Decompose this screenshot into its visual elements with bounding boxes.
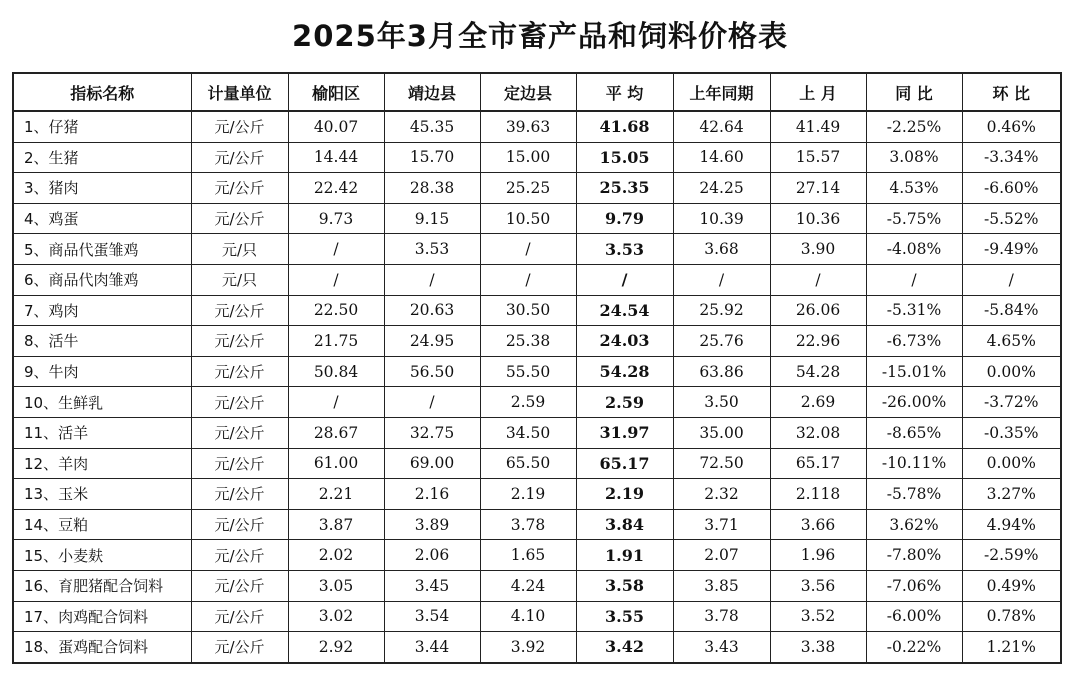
yoy-change-cell: -6.73% bbox=[866, 326, 962, 357]
last-month-price-cell: 10.36 bbox=[770, 203, 866, 234]
average-price-cell: 54.28 bbox=[576, 356, 673, 387]
item-name-cell: 1、仔猪 bbox=[13, 111, 191, 142]
average-price-cell: 3.55 bbox=[576, 601, 673, 632]
average-price-cell: 3.42 bbox=[576, 632, 673, 663]
unit-cell: 元/公斤 bbox=[191, 601, 288, 632]
table-body bbox=[13, 111, 1061, 663]
mom-change-cell: 0.46% bbox=[962, 111, 1061, 142]
unit-cell: 元/公斤 bbox=[191, 295, 288, 326]
item-name-cell: 9、牛肉 bbox=[13, 356, 191, 387]
item-name-cell: 17、肉鸡配合饲料 bbox=[13, 601, 191, 632]
unit-cell: 元/公斤 bbox=[191, 417, 288, 448]
table-row bbox=[13, 570, 1061, 601]
yuyang-price-cell: 21.75 bbox=[288, 326, 384, 357]
unit-cell: 元/公斤 bbox=[191, 448, 288, 479]
yuyang-price-cell: / bbox=[288, 234, 384, 265]
yuyang-price-cell: 2.21 bbox=[288, 479, 384, 510]
table-row bbox=[13, 203, 1061, 234]
yuyang-price-cell: 2.02 bbox=[288, 540, 384, 571]
header-cell: 环 比 bbox=[962, 73, 1061, 111]
mom-change-cell: -3.72% bbox=[962, 387, 1061, 418]
last-month-price-cell: 2.118 bbox=[770, 479, 866, 510]
item-name-cell: 8、活牛 bbox=[13, 326, 191, 357]
mom-change-cell: 0.78% bbox=[962, 601, 1061, 632]
last-year-price-cell: 3.50 bbox=[673, 387, 770, 418]
yuyang-price-cell: 50.84 bbox=[288, 356, 384, 387]
last-month-price-cell: 2.69 bbox=[770, 387, 866, 418]
average-price-cell: 2.19 bbox=[576, 479, 673, 510]
yoy-change-cell: -10.11% bbox=[866, 448, 962, 479]
dingbian-price-cell: 3.78 bbox=[480, 509, 576, 540]
last-year-price-cell: 3.71 bbox=[673, 509, 770, 540]
table-row bbox=[13, 356, 1061, 387]
yoy-change-cell: -2.25% bbox=[866, 111, 962, 142]
mom-change-cell: -0.35% bbox=[962, 417, 1061, 448]
average-price-cell: 15.05 bbox=[576, 142, 673, 173]
average-price-cell: / bbox=[576, 264, 673, 295]
item-name-cell: 3、猪肉 bbox=[13, 173, 191, 204]
dingbian-price-cell: 3.92 bbox=[480, 632, 576, 663]
average-price-cell: 3.58 bbox=[576, 570, 673, 601]
jingbian-price-cell: 3.54 bbox=[384, 601, 480, 632]
item-name-cell: 14、豆粕 bbox=[13, 509, 191, 540]
unit-cell: 元/公斤 bbox=[191, 540, 288, 571]
table-row bbox=[13, 142, 1061, 173]
yuyang-price-cell: 2.92 bbox=[288, 632, 384, 663]
jingbian-price-cell: 32.75 bbox=[384, 417, 480, 448]
last-year-price-cell: 2.07 bbox=[673, 540, 770, 571]
yoy-change-cell: 4.53% bbox=[866, 173, 962, 204]
mom-change-cell: 0.00% bbox=[962, 356, 1061, 387]
last-year-price-cell: 63.86 bbox=[673, 356, 770, 387]
yuyang-price-cell: / bbox=[288, 387, 384, 418]
last-year-price-cell: 25.76 bbox=[673, 326, 770, 357]
yoy-change-cell: -5.78% bbox=[866, 479, 962, 510]
mom-change-cell: / bbox=[962, 264, 1061, 295]
average-price-cell: 24.54 bbox=[576, 295, 673, 326]
average-price-cell: 24.03 bbox=[576, 326, 673, 357]
table-row bbox=[13, 387, 1061, 418]
yuyang-price-cell: / bbox=[288, 264, 384, 295]
dingbian-price-cell: 65.50 bbox=[480, 448, 576, 479]
jingbian-price-cell: 2.06 bbox=[384, 540, 480, 571]
unit-cell: 元/公斤 bbox=[191, 479, 288, 510]
item-name-cell: 11、活羊 bbox=[13, 417, 191, 448]
unit-cell: 元/只 bbox=[191, 264, 288, 295]
yuyang-price-cell: 14.44 bbox=[288, 142, 384, 173]
item-name-cell: 12、羊肉 bbox=[13, 448, 191, 479]
jingbian-price-cell: 20.63 bbox=[384, 295, 480, 326]
unit-cell: 元/公斤 bbox=[191, 326, 288, 357]
header-cell: 平 均 bbox=[576, 73, 673, 111]
table-row bbox=[13, 326, 1061, 357]
item-name-cell: 16、育肥猪配合饲料 bbox=[13, 570, 191, 601]
average-price-cell: 65.17 bbox=[576, 448, 673, 479]
last-year-price-cell: 3.68 bbox=[673, 234, 770, 265]
yoy-change-cell: -7.06% bbox=[866, 570, 962, 601]
last-month-price-cell: 15.57 bbox=[770, 142, 866, 173]
jingbian-price-cell: 9.15 bbox=[384, 203, 480, 234]
dingbian-price-cell: 15.00 bbox=[480, 142, 576, 173]
page-title: 2025年3月全市畜产品和饲料价格表 bbox=[292, 19, 788, 53]
last-year-price-cell: 14.60 bbox=[673, 142, 770, 173]
table-row bbox=[13, 632, 1061, 663]
yuyang-price-cell: 61.00 bbox=[288, 448, 384, 479]
last-year-price-cell: 72.50 bbox=[673, 448, 770, 479]
unit-cell: 元/公斤 bbox=[191, 509, 288, 540]
last-month-price-cell: 65.17 bbox=[770, 448, 866, 479]
unit-cell: 元/公斤 bbox=[191, 173, 288, 204]
dingbian-price-cell: 25.25 bbox=[480, 173, 576, 204]
table-row bbox=[13, 234, 1061, 265]
header-cell: 上 月 bbox=[770, 73, 866, 111]
yoy-change-cell: -6.00% bbox=[866, 601, 962, 632]
mom-change-cell: -6.60% bbox=[962, 173, 1061, 204]
dingbian-price-cell: / bbox=[480, 264, 576, 295]
average-price-cell: 9.79 bbox=[576, 203, 673, 234]
average-price-cell: 2.59 bbox=[576, 387, 673, 418]
last-month-price-cell: 3.38 bbox=[770, 632, 866, 663]
mom-change-cell: 0.00% bbox=[962, 448, 1061, 479]
unit-cell: 元/只 bbox=[191, 234, 288, 265]
last-month-price-cell: 3.66 bbox=[770, 509, 866, 540]
mom-change-cell: 4.65% bbox=[962, 326, 1061, 357]
item-name-cell: 4、鸡蛋 bbox=[13, 203, 191, 234]
table-row bbox=[13, 264, 1061, 295]
last-year-price-cell: 24.25 bbox=[673, 173, 770, 204]
unit-cell: 元/公斤 bbox=[191, 570, 288, 601]
last-year-price-cell: 3.43 bbox=[673, 632, 770, 663]
header-cell: 定边县 bbox=[480, 73, 576, 111]
jingbian-price-cell: 24.95 bbox=[384, 326, 480, 357]
mom-change-cell: 3.27% bbox=[962, 479, 1061, 510]
jingbian-price-cell: 45.35 bbox=[384, 111, 480, 142]
last-year-price-cell: 2.32 bbox=[673, 479, 770, 510]
yuyang-price-cell: 28.67 bbox=[288, 417, 384, 448]
dingbian-price-cell: 39.63 bbox=[480, 111, 576, 142]
jingbian-price-cell: 69.00 bbox=[384, 448, 480, 479]
average-price-cell: 41.68 bbox=[576, 111, 673, 142]
yoy-change-cell: -7.80% bbox=[866, 540, 962, 571]
dingbian-price-cell: 1.65 bbox=[480, 540, 576, 571]
item-name-cell: 2、生猪 bbox=[13, 142, 191, 173]
last-month-price-cell: 27.14 bbox=[770, 173, 866, 204]
last-year-price-cell: 25.92 bbox=[673, 295, 770, 326]
header-cell: 上年同期 bbox=[673, 73, 770, 111]
last-year-price-cell: 3.85 bbox=[673, 570, 770, 601]
table-row bbox=[13, 417, 1061, 448]
mom-change-cell: 1.21% bbox=[962, 632, 1061, 663]
average-price-cell: 3.84 bbox=[576, 509, 673, 540]
yoy-change-cell: -5.31% bbox=[866, 295, 962, 326]
jingbian-price-cell: 3.44 bbox=[384, 632, 480, 663]
table-row bbox=[13, 509, 1061, 540]
jingbian-price-cell: 3.53 bbox=[384, 234, 480, 265]
item-name-cell: 6、商品代肉雏鸡 bbox=[13, 264, 191, 295]
item-name-cell: 7、鸡肉 bbox=[13, 295, 191, 326]
yoy-change-cell: -15.01% bbox=[866, 356, 962, 387]
unit-cell: 元/公斤 bbox=[191, 111, 288, 142]
last-month-price-cell: 32.08 bbox=[770, 417, 866, 448]
jingbian-price-cell: 3.45 bbox=[384, 570, 480, 601]
yoy-change-cell: 3.08% bbox=[866, 142, 962, 173]
dingbian-price-cell: / bbox=[480, 234, 576, 265]
average-price-cell: 1.91 bbox=[576, 540, 673, 571]
jingbian-price-cell: 15.70 bbox=[384, 142, 480, 173]
last-month-price-cell: 3.56 bbox=[770, 570, 866, 601]
unit-cell: 元/公斤 bbox=[191, 387, 288, 418]
last-month-price-cell: 1.96 bbox=[770, 540, 866, 571]
mom-change-cell: -3.34% bbox=[962, 142, 1061, 173]
dingbian-price-cell: 4.24 bbox=[480, 570, 576, 601]
unit-cell: 元/公斤 bbox=[191, 356, 288, 387]
table-row bbox=[13, 295, 1061, 326]
last-year-price-cell: 3.78 bbox=[673, 601, 770, 632]
last-month-price-cell: 3.52 bbox=[770, 601, 866, 632]
mom-change-cell: -2.59% bbox=[962, 540, 1061, 571]
jingbian-price-cell: 3.89 bbox=[384, 509, 480, 540]
yuyang-price-cell: 40.07 bbox=[288, 111, 384, 142]
unit-cell: 元/公斤 bbox=[191, 142, 288, 173]
last-month-price-cell: 22.96 bbox=[770, 326, 866, 357]
dingbian-price-cell: 2.59 bbox=[480, 387, 576, 418]
yoy-change-cell: -0.22% bbox=[866, 632, 962, 663]
jingbian-price-cell: 2.16 bbox=[384, 479, 480, 510]
yoy-change-cell: -8.65% bbox=[866, 417, 962, 448]
jingbian-price-cell: / bbox=[384, 264, 480, 295]
yoy-change-cell: 3.62% bbox=[866, 509, 962, 540]
yuyang-price-cell: 3.05 bbox=[288, 570, 384, 601]
header-cell: 指标名称 bbox=[13, 73, 191, 111]
last-year-price-cell: 35.00 bbox=[673, 417, 770, 448]
header-cell: 计量单位 bbox=[191, 73, 288, 111]
yuyang-price-cell: 3.87 bbox=[288, 509, 384, 540]
header-cell: 同 比 bbox=[866, 73, 962, 111]
item-name-cell: 18、蛋鸡配合饲料 bbox=[13, 632, 191, 663]
last-year-price-cell: 10.39 bbox=[673, 203, 770, 234]
dingbian-price-cell: 34.50 bbox=[480, 417, 576, 448]
jingbian-price-cell: 28.38 bbox=[384, 173, 480, 204]
mom-change-cell: -5.84% bbox=[962, 295, 1061, 326]
unit-cell: 元/公斤 bbox=[191, 632, 288, 663]
average-price-cell: 3.53 bbox=[576, 234, 673, 265]
yoy-change-cell: -5.75% bbox=[866, 203, 962, 234]
header-cell: 靖边县 bbox=[384, 73, 480, 111]
header-row bbox=[13, 73, 1061, 111]
mom-change-cell: 4.94% bbox=[962, 509, 1061, 540]
dingbian-price-cell: 25.38 bbox=[480, 326, 576, 357]
yuyang-price-cell: 22.50 bbox=[288, 295, 384, 326]
last-month-price-cell: / bbox=[770, 264, 866, 295]
last-month-price-cell: 26.06 bbox=[770, 295, 866, 326]
header-cell: 榆阳区 bbox=[288, 73, 384, 111]
last-year-price-cell: / bbox=[673, 264, 770, 295]
table-row bbox=[13, 111, 1061, 142]
item-name-cell: 15、小麦麸 bbox=[13, 540, 191, 571]
price-table bbox=[12, 72, 1062, 664]
mom-change-cell: -9.49% bbox=[962, 234, 1061, 265]
mom-change-cell: 0.49% bbox=[962, 570, 1061, 601]
last-month-price-cell: 3.90 bbox=[770, 234, 866, 265]
yoy-change-cell: -4.08% bbox=[866, 234, 962, 265]
yuyang-price-cell: 3.02 bbox=[288, 601, 384, 632]
jingbian-price-cell: 56.50 bbox=[384, 356, 480, 387]
table-row bbox=[13, 173, 1061, 204]
dingbian-price-cell: 4.10 bbox=[480, 601, 576, 632]
average-price-cell: 31.97 bbox=[576, 417, 673, 448]
unit-cell: 元/公斤 bbox=[191, 203, 288, 234]
dingbian-price-cell: 10.50 bbox=[480, 203, 576, 234]
item-name-cell: 13、玉米 bbox=[13, 479, 191, 510]
dingbian-price-cell: 30.50 bbox=[480, 295, 576, 326]
last-year-price-cell: 42.64 bbox=[673, 111, 770, 142]
yoy-change-cell: -26.00% bbox=[866, 387, 962, 418]
table-row bbox=[13, 540, 1061, 571]
item-name-cell: 5、商品代蛋雏鸡 bbox=[13, 234, 191, 265]
yuyang-price-cell: 9.73 bbox=[288, 203, 384, 234]
item-name-cell: 10、生鲜乳 bbox=[13, 387, 191, 418]
jingbian-price-cell: / bbox=[384, 387, 480, 418]
table-row bbox=[13, 448, 1061, 479]
dingbian-price-cell: 55.50 bbox=[480, 356, 576, 387]
mom-change-cell: -5.52% bbox=[962, 203, 1061, 234]
last-month-price-cell: 54.28 bbox=[770, 356, 866, 387]
yoy-change-cell: / bbox=[866, 264, 962, 295]
last-month-price-cell: 41.49 bbox=[770, 111, 866, 142]
average-price-cell: 25.35 bbox=[576, 173, 673, 204]
table-row bbox=[13, 601, 1061, 632]
yuyang-price-cell: 22.42 bbox=[288, 173, 384, 204]
table-row bbox=[13, 479, 1061, 510]
dingbian-price-cell: 2.19 bbox=[480, 479, 576, 510]
